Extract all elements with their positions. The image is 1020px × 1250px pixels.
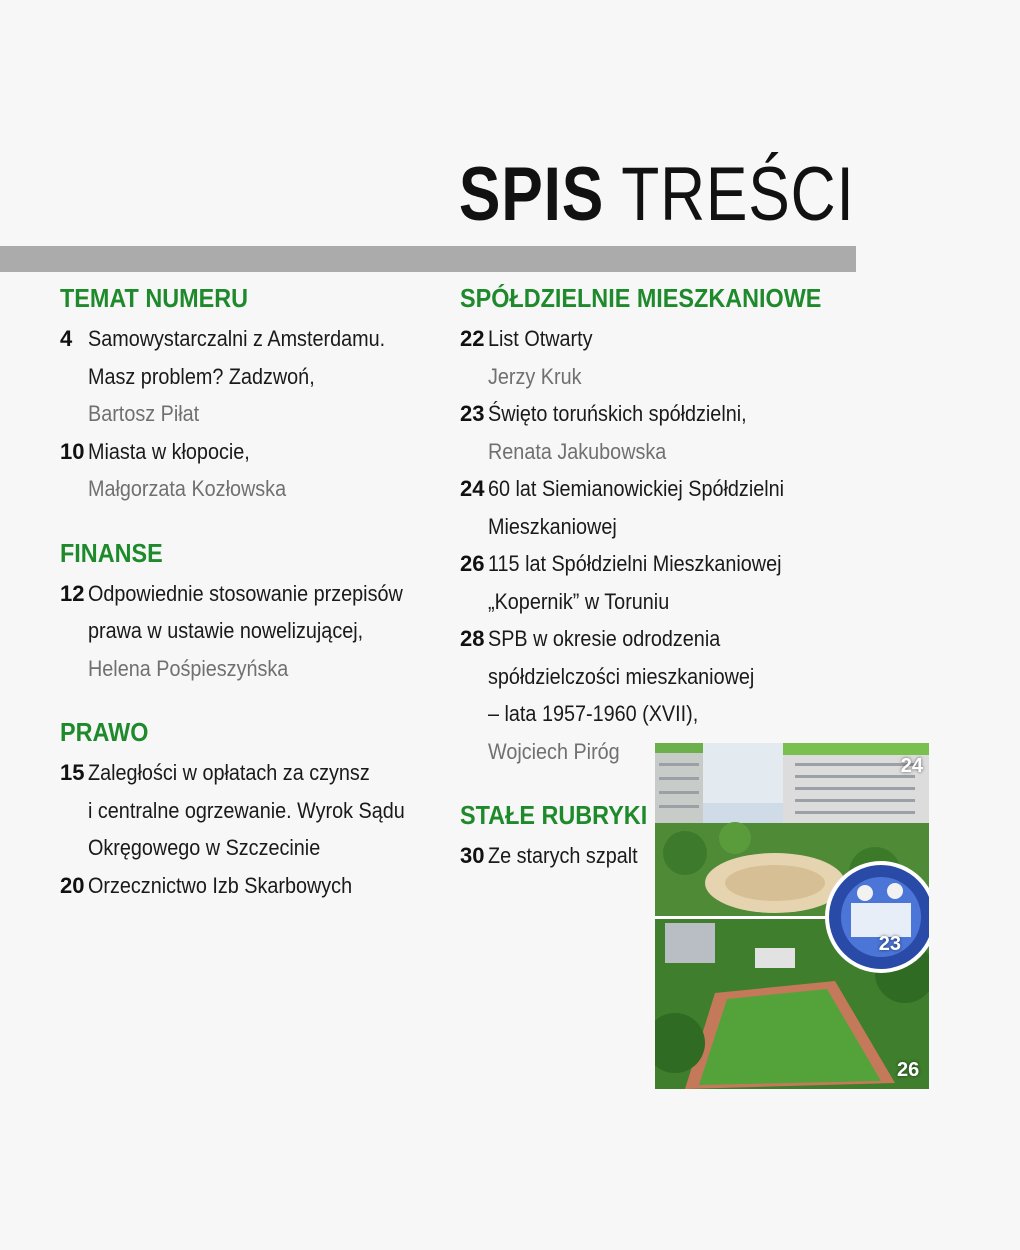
- entry-text: [88, 867, 352, 905]
- page-number: 4: [60, 326, 73, 351]
- section-spacer: [60, 687, 440, 717]
- entry-title-line: Ze starych szpalt: [488, 843, 638, 868]
- toc-entry[interactable]: [60, 867, 440, 905]
- section-title: STAŁE RUBRYKI: [460, 800, 648, 830]
- toc-entry[interactable]: [460, 545, 860, 620]
- page-number: 26: [460, 551, 485, 576]
- page-number: 22: [460, 326, 485, 351]
- entry-title-line: i centralne ogrzewanie. Wyrok Sądu: [88, 797, 405, 823]
- entry-title-line: spółdzielczości mieszkaniowej: [488, 663, 755, 689]
- page-number: 23: [460, 401, 485, 426]
- toc-section: [60, 717, 440, 904]
- toc-entry[interactable]: [60, 320, 440, 433]
- entry-title-line: 115 lat Spółdzielni Mieszkaniowej: [488, 551, 782, 576]
- photo-label-26: 26: [897, 1059, 920, 1081]
- entry-title-line: Samowystarczalni z Amsterdamu.: [88, 326, 386, 351]
- entry-title-line: Odpowiednie stosowanie przepisów: [88, 580, 403, 606]
- entry-title-line: Święto toruńskich spółdzielni,: [488, 401, 747, 426]
- entry-title-line: prawa w ustawie nowelizującej,: [88, 618, 364, 643]
- toc-section: [60, 283, 440, 508]
- entry-title-line: – lata 1957-1960 (XVII),: [488, 701, 699, 726]
- toc-entry[interactable]: [460, 395, 860, 470]
- page-number: 20: [60, 872, 85, 898]
- toc-entry[interactable]: [460, 320, 860, 395]
- toc-section: [60, 538, 440, 688]
- entry-text: [488, 545, 781, 620]
- page-number: 10: [60, 438, 85, 464]
- page-number: 30: [460, 843, 485, 868]
- entry-title-line: Okręgowego w Szczecinie: [88, 835, 321, 860]
- entry-title-line: Masz problem? Zadzwoń,: [88, 363, 315, 389]
- header-bar: [0, 246, 856, 272]
- entry-title-line: 60 lat Siemianowickiej Spółdzielni: [488, 476, 785, 501]
- toc-entry[interactable]: [460, 470, 860, 545]
- section-title: FINANSE: [60, 537, 163, 568]
- photo-collage-image: [655, 743, 929, 1089]
- page-number: 12: [60, 580, 85, 606]
- page-title: [459, 150, 855, 240]
- toc-entry[interactable]: [60, 433, 440, 508]
- page-number: 28: [460, 626, 485, 651]
- entry-author: Małgorzata Kozłowska: [88, 476, 287, 501]
- toc-entry[interactable]: [60, 754, 440, 867]
- entry-author: Helena Pośpieszyńska: [88, 655, 289, 681]
- entry-author: Renata Jakubowska: [488, 438, 667, 464]
- entry-title-line: Miasta w kłopocie,: [88, 438, 250, 464]
- entry-title-line: „Kopernik” w Toruniu: [488, 588, 670, 614]
- entry-text: [88, 575, 403, 688]
- entry-author: Wojciech Piróg: [488, 738, 620, 764]
- page-number: 24: [460, 476, 485, 501]
- toc-section: [460, 283, 860, 770]
- entry-text: [488, 395, 747, 470]
- page-number: 15: [60, 760, 85, 785]
- entry-text: [488, 470, 784, 545]
- toc-entry[interactable]: [60, 575, 440, 688]
- entry-author: Jerzy Kruk: [488, 363, 582, 389]
- section-title: SPÓŁDZIELNIE MIESZKANIOWE: [460, 283, 822, 313]
- entry-title-line: List Otwarty: [488, 326, 593, 351]
- photo-label-23: 23: [878, 933, 901, 955]
- entry-author: Bartosz Piłat: [88, 401, 200, 426]
- entry-title-line: SPB w okresie odrodzenia: [488, 626, 721, 651]
- entry-text: [88, 754, 405, 867]
- title-light: TREŚCI: [621, 152, 855, 237]
- entry-title-line: Orzecznictwo Izb Skarbowych: [88, 872, 353, 898]
- entry-text: [488, 837, 638, 875]
- section-spacer: [60, 508, 440, 538]
- entry-text: [488, 320, 593, 395]
- title-bold: SPIS: [459, 152, 605, 237]
- section-title: TEMAT NUMERU: [60, 283, 249, 313]
- section-title: PRAWO: [60, 717, 149, 747]
- entry-title-line: Mieszkaniowej: [488, 513, 617, 539]
- entry-title-line: Zaległości w opłatach za czynsz: [88, 760, 370, 785]
- photo-collage: [655, 743, 929, 1089]
- left-column: [60, 283, 440, 904]
- entry-text: [88, 433, 286, 508]
- photo-label-24: 24: [900, 755, 923, 777]
- entry-text: [88, 320, 385, 433]
